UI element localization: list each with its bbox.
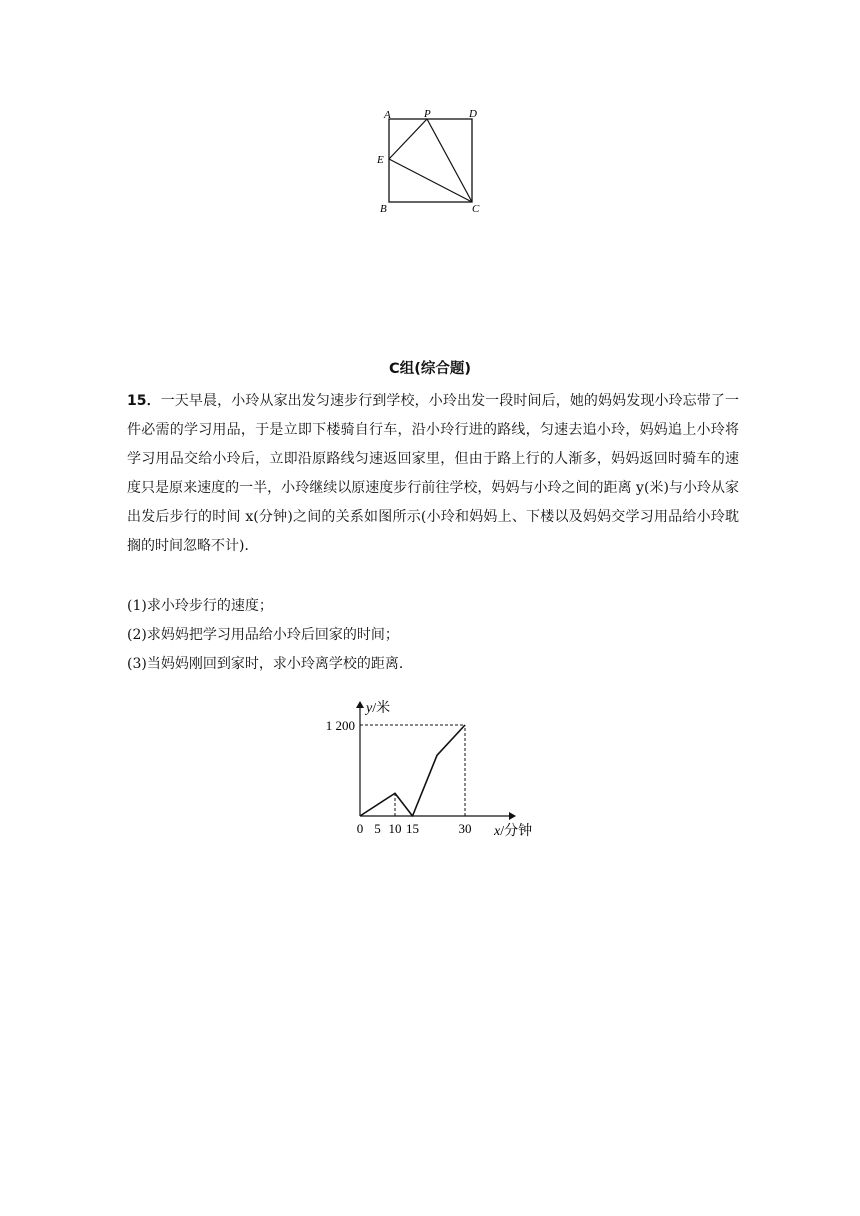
x-tick-label: 15	[406, 821, 419, 836]
problem-number: 15．	[127, 393, 161, 409]
x-axis-label	[493, 823, 532, 839]
x-tick-label: 30	[458, 821, 472, 836]
segment-ec	[389, 159, 472, 202]
x-tick-label: 10	[388, 821, 402, 836]
x-axis-unit: /分钟	[500, 824, 533, 839]
label-a: A	[384, 109, 391, 121]
problem-15	[127, 387, 739, 561]
question-2: (2)求妈妈把学习用品给小玲后回家的时间；	[127, 627, 399, 643]
label-d: D	[469, 108, 477, 120]
label-b: B	[380, 203, 387, 215]
x-tick-label: 0	[356, 821, 364, 836]
y-axis-label	[364, 699, 390, 716]
segment-pe	[389, 119, 427, 159]
geometry-figure	[370, 102, 490, 220]
y-axis-var: y	[366, 701, 373, 716]
question-1: (1)求小玲步行的速度；	[127, 598, 273, 614]
section-title: C组(综合题)	[389, 361, 471, 377]
x-axis-var: x	[494, 824, 501, 839]
label-c: C	[472, 203, 480, 215]
x-tick-label: 5	[374, 821, 381, 836]
square-abcd	[389, 119, 472, 202]
distance-time-chart	[310, 690, 560, 850]
question-3: (3)当妈妈刚回到家时，求小玲离学校的距离．	[127, 656, 413, 672]
segment-pc	[427, 119, 472, 202]
label-e: E	[377, 154, 384, 166]
y-axis-unit: /米	[372, 701, 391, 716]
label-p: P	[424, 108, 431, 120]
series-line-0	[360, 725, 465, 816]
problem-text: 一天早晨，小玲从家出发匀速步行到学校，小玲出发一段时间后，她的妈妈发现小玲忘带了一件必需的学习用品，于是立即下楼骑自行车，沿小玲行进的路线，匀速去追小玲，妈妈追上小玲将学习用品交给小玲后，立即沿原路线匀速返回家里，但由于路上行的人渐多，妈妈返回时骑车的速度只是原来速度的一半，小玲继续以原速度步行前往学校，妈妈与小玲之间的距离 y(米)与小玲从家出发后步行的时间 x(分钟)之间的关系如图所示(小玲和妈妈上、下楼以及妈妈交学习用品给小玲耽搁的时间忽略不计)．	[127, 393, 740, 554]
y-tick-label: 1 200	[325, 718, 355, 733]
